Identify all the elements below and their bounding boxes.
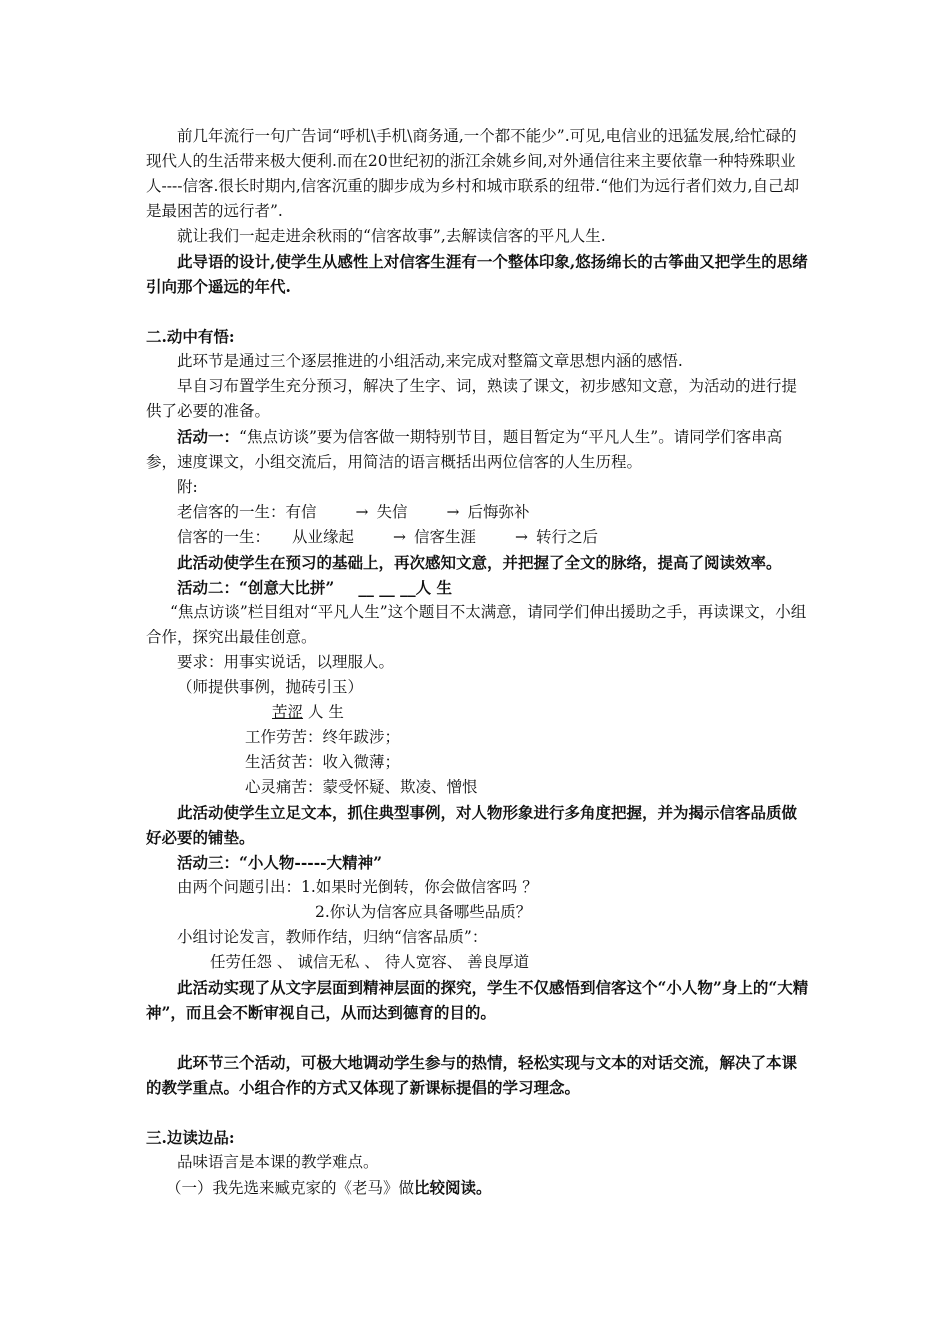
activity2-paragraph: “焦点访谈”栏目组对“平凡人生”这个题目不太满意，请同学们伸出援助之手，再读课文，小组合作，探究出最佳创意。	[146, 603, 807, 646]
activity2-requirement: 要求：用事实说话，以理服人。	[177, 653, 395, 671]
old-messenger-life	[146, 500, 811, 525]
section3-paragraph-1: 品味语言是本课的教学难点。	[177, 1153, 379, 1171]
example-title	[146, 700, 811, 725]
activity1-text: “焦点访谈”要为信客做一期特别节目，题目暂定为“平凡人生”。请同学们客串高参，速度课文，小组交流后，用简洁的语言概括出两位信客的人生历程。	[146, 428, 783, 471]
activity1	[146, 424, 811, 475]
section2-summary: 此环节三个活动，可极大地调动学生参与的热情，轻松实现与文本的对话交流，解决了本课的教学重点。小组合作的方式又体现了新课标提倡的学习理念。	[146, 1053, 798, 1097]
activity3-paragraph: 小组讨论发言，教师作结，归纳“信客品质”：	[177, 928, 488, 946]
activity2-suffix: 人 生	[415, 578, 453, 597]
example-item: 生活贫苦：收入微薄；	[245, 753, 401, 771]
section2-paragraph-1: 此环节是通过三个逐层推进的小组活动,来完成对整篇文章思想内涵的感悟.	[177, 352, 683, 370]
intro-paragraph-1: 前几年流行一句广告词“呼机\手机\商务通,一个都不能少”.可见,电信业的迅猛发展,给忙碌的现代人的生活带来极大便利.而在20世纪初的浙江余姚乡间,对外通信往来主要依靠一种特殊职业人----信客.很长时期内,信客沉重的脚步成为乡村和城市联系的纽带.“他们为远行者们效力,自己却是最困苦的远行者”.	[146, 127, 800, 220]
arrow-icon: →	[446, 503, 460, 521]
old-messenger-label: 老信客的一生：	[177, 503, 286, 521]
section3-paragraph-2-bold: 比较阅读。	[414, 1178, 492, 1197]
messenger-step: 从业缘起	[292, 528, 355, 546]
messenger-label: 信客的一生：	[177, 528, 271, 546]
activity1-title: 活动一：	[177, 427, 240, 446]
activity2-teacher-note: （师提供事例，抛砖引玉）	[177, 678, 364, 696]
section3-paragraph-2-prefix: （一）我先选来臧克家的《老马》做	[166, 1179, 415, 1197]
example-item: 心灵痛苦：蒙受怀疑、欺凌、憎恨	[245, 778, 478, 796]
section3-paragraph-2	[146, 1175, 811, 1201]
example-item: 工作劳苦：终年跋涉；	[245, 728, 401, 746]
activity3-qualities: 任劳任怨 、 诚信无私 、 待人宽容、 善良厚道	[210, 953, 530, 971]
messenger-step: 信客生涯	[414, 528, 477, 546]
activity2-title-line	[146, 575, 811, 600]
arrow-icon: →	[393, 528, 407, 546]
messenger-life	[146, 525, 811, 550]
arrow-icon: →	[515, 528, 529, 546]
example-title-rest: 人 生	[303, 703, 344, 721]
intro-paragraph-2: 就让我们一起走进余秋雨的“信客故事”,去解读信客的平凡人生.	[177, 227, 606, 245]
spacer	[146, 299, 811, 324]
old-step: 后悔弥补	[467, 503, 530, 521]
messenger-step: 转行之后	[536, 528, 599, 546]
document-body	[146, 124, 811, 1201]
activity2-note: 此活动使学生立足文本，抓住典型事例，对人物形象进行多角度把握，并为揭示信客品质做好必要的铺垫。	[146, 803, 798, 847]
activity3-question-1: 由两个问题引出：1.如果时光倒转，你会做信客吗 ？	[177, 878, 538, 896]
arrow-icon: →	[355, 503, 369, 521]
intro-design-note: 此导语的设计,使学生从感性上对信客生涯有一个整体印象,悠扬绵长的古筝曲又把学生的思绪引向那个遥远的年代.	[146, 252, 808, 296]
spacer	[146, 1025, 811, 1050]
old-step: 有信	[285, 503, 317, 521]
section2-heading: 二.动中有悟:	[146, 327, 235, 346]
activity3-note: 此活动实现了从文字层面到精神层面的探究，学生不仅感悟到信客这个“小人物”身上的“大精神”，而且会不断审视自己，从而达到德育的目的。	[146, 978, 809, 1022]
spacer	[146, 1100, 811, 1125]
section2-paragraph-2: 早自习布置学生充分预习，解决了生字、词，熟读了课文，初步感知文意，为活动的进行提供了必要的准备。	[146, 377, 798, 420]
activity1-note: 此活动使学生在预习的基础上，再次感知文意，并把握了全文的脉络，提高了阅读效率。	[177, 553, 782, 572]
activity3-question-2: 2.你认为信客应具备哪些品质？	[315, 903, 532, 921]
activity2-blank: __ __ __	[358, 578, 416, 597]
activity3-title: 活动三：“小人物-----大精神”	[177, 853, 382, 872]
appendix-label: 附:	[177, 478, 198, 496]
section3-heading: 三.边读边品:	[146, 1128, 235, 1147]
old-step: 失信	[376, 503, 408, 521]
example-title-underlined: 苦涩	[272, 703, 304, 721]
activity2-title: 活动二：“创意大比拼”	[177, 578, 335, 597]
